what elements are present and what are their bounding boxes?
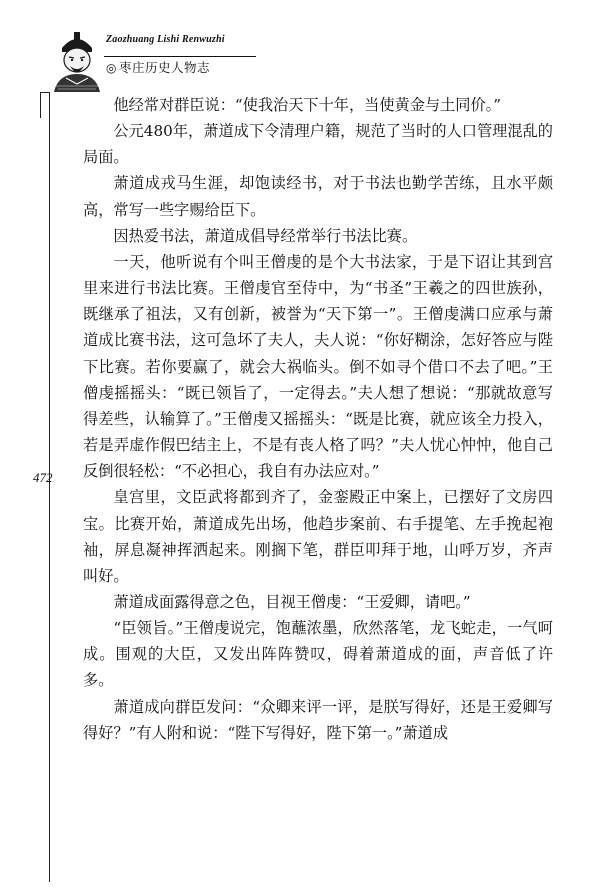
paragraph: 因热爱书法，萧道成倡导经常举行书法比赛。 (113, 226, 418, 245)
paragraph: “臣领旨。”王僧虔说完，饱蘸浓墨，欣然落笔，龙飞蛇走，一气呵成。围观的大臣，又发出阵阵赞叹，碍着萧道成的面，声音低了许多。 (83, 619, 553, 690)
paragraph: 萧道成面露得意之色，目视王僧虔：“王爱卿，请吧。” (113, 592, 471, 611)
page-number: 472 (33, 470, 53, 485)
ring-icon: ◎ (106, 61, 117, 75)
portrait-icon (48, 28, 106, 92)
body-text (83, 92, 553, 746)
series-title-line (106, 58, 210, 76)
margin-bracket (40, 92, 41, 118)
paragraph: 公元480年，萧道成下令清理户籍，规范了当时的人口管理混乱的局面。 (83, 122, 553, 167)
paragraph: 一天，他听说有个叫王僧虔的是个大书法家，于是下诏让其到宫里来进行书法比赛。王僧虔官至侍中，为“书圣”王羲之的四世族孙，既继承了祖法，又有创新，被誉为“天下第一”。王僧虔满口应承与萧道成比赛书法，这可急坏了夫人，夫人说：“你好糊涂，怎好答应与陛下比赛。若你要赢了，就会大祸临头。倒不如寻个借口不去了吧。”王僧虔摇摇头：“既已领旨了，一定得去。”夫人想了想说：“那就故意写得差些，认输算了。”王僧虔又摇摇头：“既是比赛，就应该全力投入，若是弄虚作假巴结主上，不是有丧人格了吗？”夫人忧心忡忡，他自己反倒很轻松：“不必担心，我自有办法应对。” (83, 252, 553, 481)
header-rule (104, 56, 256, 57)
paragraph: 萧道成向群臣发问：“众卿来评一评，是朕写得好，还是王爱卿写得好？”有人附和说：“陛下写得好，陛下第一。”萧道成 (83, 697, 553, 742)
paragraph: 萧道成戎马生涯，却饱读经书，对于书法也勤学苦练，且水平颇高，常写一些字赐给臣下。 (83, 174, 553, 219)
series-pinyin: Zaozhuang Lishi Renwuzhi (106, 34, 225, 45)
paragraph: 皇宫里，文臣武将都到齐了，金銮殿正中案上，已摆好了文房四宝。比赛开始，萧道成先出场，他趋步案前、右手提笔、左手挽起袍袖，屏息凝神挥洒起来。刚搁下笔，群臣叩拜于地，山呼万岁，齐声叫好。 (83, 488, 553, 585)
paragraph: 他经常对群臣说：“使我治天下十年，当使黄金与土同价。” (113, 96, 502, 114)
series-title: 枣庄历史人物志 (118, 60, 210, 75)
margin-rule (49, 92, 50, 882)
